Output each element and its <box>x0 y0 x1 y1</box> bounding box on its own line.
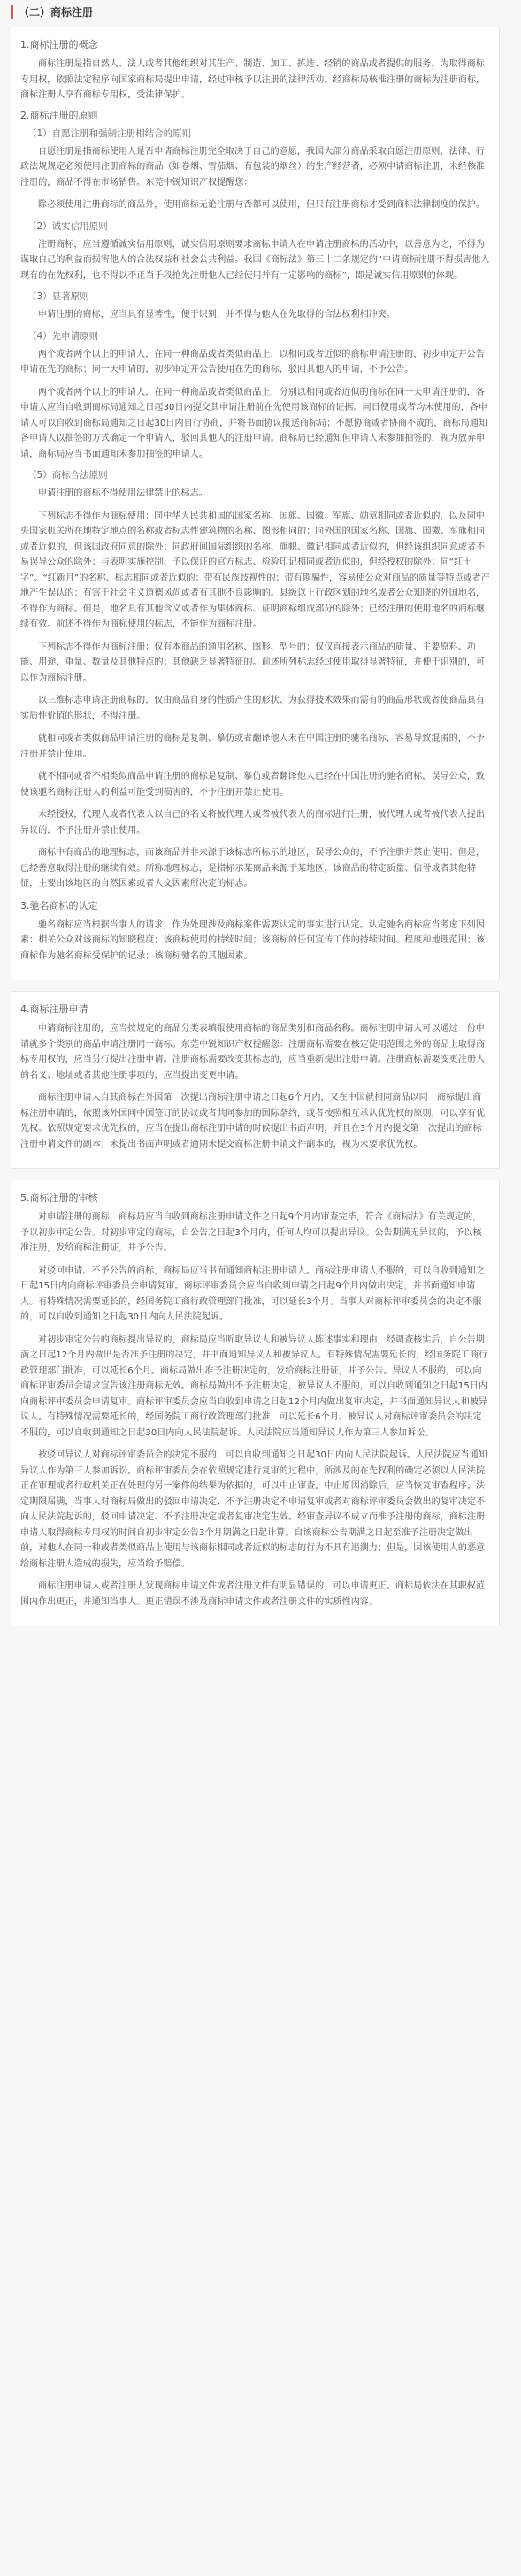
paragraph: 两个或者两个以上的申请人，在同一种商品或者类似商品上，分别以相同或者近似的商标在同一天申请注册的，各申请人应当自收到商标局通知之日起30日内提交其申请注册前在先使用该商标的证据。同日使用或者均未使用的，各申请人可以自收到商标局通知之日起30日内自行协商，并将书面协议报送商标局；不愿协商或者协商不成的，商标局通知各申请人以抽签的方式确定一个申请人，驳回其他人的注册申请。商标局已经通知但申请人未参加抽签的，视为放弃申请，商标局应当书面通知未参加抽签的申请人。 <box>20 387 488 459</box>
paragraph: 下列标志不得作为商标使用：同中华人民共和国的国家名称、国旗、国徽、军旗、勋章相同或者近似的，以及同中央国家机关所在地特定地点的名称或者标志性建筑物的名称、图形相同的；同外国的国家名称、国旗、国徽、军旗相同或者近似的，但该国政府同意的除外；同政府间国际组织的名称、旗帜、徽记相同或者近似的，但经该组织同意或者不易误导公众的除外；与表明实施控制、予以保证的官方标志、检验印记相同或者近似的，但经授权的除外；同“红十字”、“红新月”的名称、标志相同或者近似的；带有民族歧视性的；带有欺骗性，容易使公众对商品的质量等特点或者产地产生误认的；有害于社会主义道德风尚或者有其他不良影响的。县级以上行政区划的地名或者公众知晓的外国地名，不得作为商标。但是，地名具有其他含义或者作为集体商标、证明商标组成部分的除外；已经注册的使用地名的商标继续有效。前述不得作为商标使用的标志，不能作为商标注册。 <box>20 511 490 629</box>
section-application <box>11 991 500 1169</box>
paragraph: 就相同或者类似商品申请注册的商标是复制、摹仿或者翻译他人未在中国注册的驰名商标，容易导致混淆的，不予注册并禁止使用。 <box>20 734 485 759</box>
paragraph: 被驳回异议人对商标评审委员会的决定不服的，可以自收到通知之日起30日内向人民法院起诉。人民法院应当通知异议人作为第三人参加诉讼。商标评审委员会在依照规定进行复审的过程中，所涉及的在先权利的确定必须以人民法院正在审理或者行政机关正在处理的另一案件的结果为依据的，可以中止审查。中止原因消除后，应当恢复审查程序。法定期限届满，当事人对商标局做出的驳回申请决定、不予注册决定不申请复审或者对商标评审委员会做出的复审决定不向人民法院起诉的，驳回申请决定、不予注册决定或者复审决定生效。经审查异议不成立而准予注册的商标，商标注册申请人取得商标专用权的时间自初步审定公告3个月期满之日起计算。自该商标公告期满之日起至准予注册决定做出前，对他人在同一种或者类似商品上使用与该商标相同或者近似的标志的行为不具有追溯力；但是，因该使用人的恶意给商标注册人造成的损失，应当给予赔偿。 <box>20 1450 487 1569</box>
paragraph: 对申请注册的商标，商标局应当自收到商标注册申请文件之日起9个月内审查完毕，符合《商标法》有关规定的，予以初步审定公告。对初步审定的商标，自公告之日起3个月内，任何人均可以提出异议。公告期满无异议的，予以核准注册，发给商标注册证，并予公告。 <box>20 1212 482 1253</box>
paragraph: 两个或者两个以上的申请人，在同一种商品或者类似商品上，以相同或者近似的商标申请注册的，初步审定并公告申请在先的商标；同一天申请的，初步审定并公告使用在先的商标，驳回其他人的申请，不予公告。 <box>20 349 485 374</box>
section-review <box>11 1180 500 1626</box>
subsection-heading: （1）自愿注册和强制注册相结合的原则 <box>27 127 192 139</box>
paragraph: 申请注册的商标不得使用法律禁止的标志。 <box>38 488 208 498</box>
paragraph: 自愿注册是指商标使用人是否申请商标注册完全取决于自己的意愿，我国大部分商品采取自愿注册原则，法律、行政法规规定必须使用注册商标的商品（如卷烟、雪茄烟、有包装的烟丝）的生产经营者，必须申请商标注册，未经核准注册的，商品不得在市场销售。东莞中锐知识产权提醒您： <box>20 146 486 188</box>
paragraph: 就不相同或者不相类似商品申请注册的商标是复制、摹仿或者翻译他人已经在中国注册的驰名商标，误导公众，致使该驰名商标注册人的利益可能受到损害的，不予注册并禁止使用。 <box>20 772 485 797</box>
paragraph: 下列标志不得作为商标注册：仅有本商品的通用名称、图形、型号的；仅仅直接表示商品的质量、主要原料、功能、用途、重量、数量及其他特点的；其他缺乏显著特征的。前述所列标志经过使用取得显著特征，并便于识别的，可以作为商标注册。 <box>20 642 486 683</box>
paragraph: 对初步审定公告的商标提出异议的，商标局应当听取异议人和被异议人陈述事实和理由，经调查核实后，自公告期满之日起12个月内做出是否准予注册的决定，并书面通知异议人和被异议人。有特殊情况需要延长的，经国务院工商行政管理部门批准，可以延长6个月。商标局做出准予注册决定的，发给商标注册证，并予公告。异议人不服的，可以向商标评审委员会请求宣告该注册商标无效。商标局做出不予注册决定，被异议人不服的，可以自收到通知之日起15日内向商标评审委员会申请复审。商标评审委员会应当自收到申请之日起12个月内做出复审决定，并书面通知异议人和被异议人。有特殊情况需要延长的，经国务院工商行政管理部门批准，可以延长6个月。被异议人对商标评审委员会的决定不服的，可以自收到通知之日起30日内向人民法院起诉。人民法院应当通知异议人作为第三人参加诉讼。 <box>20 1334 488 1438</box>
section-heading: 1.商标注册的概念 <box>20 39 98 50</box>
subsection-heading: （4）先申请原则 <box>27 330 99 342</box>
section-heading: 2.商标注册的原则 <box>20 109 98 121</box>
paragraph: 申请注册的商标，应当具有显著性，便于识别，并不得与他人在先取得的合法权利相冲突。 <box>38 310 395 319</box>
paragraph: 未经授权，代理人或者代表人以自己的名义将被代理人或者被代表人的商标进行注册，被代理人或者被代表人提出异议的，不予注册并禁止使用。 <box>20 810 485 835</box>
document-page <box>11 0 500 1626</box>
paragraph: 申请商标注册的，应当按规定的商品分类表填报使用商标的商品类别和商品名称。商标注册申请人可以通过一份申请就多个类别的商品申请注册同一商标。东莞中锐知识产权提醒您：注册商标需要在核定使用范围之外的商品上取得商标专用权的，应当另行提出注册申请。注册商标需要改变其标志的，应当重新提出注册申请。注册商标需要变更注册人的名义、地址或者其他注册事项的，应当提出变更申请。 <box>20 1024 486 1080</box>
paragraph: 以三维标志申请注册商标的，仅由商品自身的性质产生的形状、为获得技术效果而需有的商品形状或者使商品具有实质性价值的形状，不得注册。 <box>20 696 485 721</box>
paragraph: 商标注册申请人或者注册人发现商标申请文件或者注册文件有明显错误的，可以申请更正。商标局依法在其职权范围内作出更正，并通知当事人。更正错误不涉及商标申请文件或者注册文件的实质性内容。 <box>20 1581 485 1607</box>
subsection-heading: （2）诚实信用原则 <box>27 220 108 232</box>
paragraph: 商标注册是指自然人、法人或者其他组织对其生产、制造、加工、拣选、经销的商品或者提供的服务，为取得商标专用权，依照法定程序向国家商标局提出申请，经过审核予以注册的法律活动。经商标局核准注册的商标为注册商标，商标注册人享有商标专用权，受法律保护。 <box>20 59 486 100</box>
subsection-heading: （3）显著原则 <box>27 291 89 302</box>
paragraph: 驰名商标应当根据当事人的请求，作为处理涉及商标案件需要认定的事实进行认定。认定驰名商标应当考虑下列因素：相关公众对该商标的知晓程度；该商标使用的持续时间；该商标的任何宣传工作的持续时间、程度和地理范围；该商标作为驰名商标受保护的记录；该商标驰名的其他因素。 <box>20 919 486 961</box>
paragraph: 商标中有商品的地理标志，而该商品并非来源于该标志所标示的地区，误导公众的，不予注册并禁止使用；但是，已经善意取得注册的继续有效。所称地理标志，是指标示某商品来源于某地区，该商品的特定质量、信誉或者其他特征，主要由该地区的自然因素或者人文因素所决定的标志。 <box>20 848 485 888</box>
subsection-heading: （5）商标合法原则 <box>27 470 108 481</box>
section-concept <box>11 27 500 980</box>
section-heading: 4.商标注册申请 <box>20 1003 88 1015</box>
section-heading: 3.驰名商标的认定 <box>20 899 98 911</box>
paragraph: 对驳回申请、不予公告的商标，商标局应当书面通知商标注册申请人。商标注册申请人不服的，可以自收到通知之日起15日内向商标评审委员会申请复审。商标评审委员会应当自收到申请之日起9个月内做出决定，并书面通知申请人。有特殊情况需要延长的，经国务院工商行政管理部门批准，可以延长3个月。当事人对商标评审委员会的决定不服的，可以自收到通知之日起30日内向人民法院起诉。 <box>20 1265 485 1322</box>
paragraph: 注册商标，应当遵循诚实信用原则，诚实信用原则要求商标申请人在申请注册商标的活动中，以善意为之，不得为谋取自己的利益而损害他人的合法权益和社会公共利益。我国《商标法》第三十二条规定的“申请商标注册不得损害他人现有的在先权利，也不得以不正当手段抢先注册他人已经使用并有一定影响的商标”，即是诚实信用原则的体现。 <box>20 239 490 281</box>
paragraph: 除必须使用注册商标的商品外，使用商标无论注册与否都可以使用，但只有注册商标才受到商标法律制度的保护。 <box>38 200 485 210</box>
paragraph: 商标注册申请人自其商标在外国第一次提出商标注册申请之日起6个月内，又在中国就相同商品以同一商标提出商标注册申请的，依照该外国同中国签订的协议或者共同参加的国际条约，或者按照相互承认优先权的原则，可以享有优先权。依照规定要求优先权的，应当在提出商标注册申请的时候提出书面声明，并且在3个月内提交第一次提出的商标注册申请文件的副本；未提出书面声明或者逾期未提交商标注册申请文件副本的，视为未要求优先权。 <box>20 1093 486 1150</box>
section-heading: 5.商标注册的审核 <box>20 1192 98 1203</box>
page-title: （二）商标注册 <box>11 5 500 19</box>
